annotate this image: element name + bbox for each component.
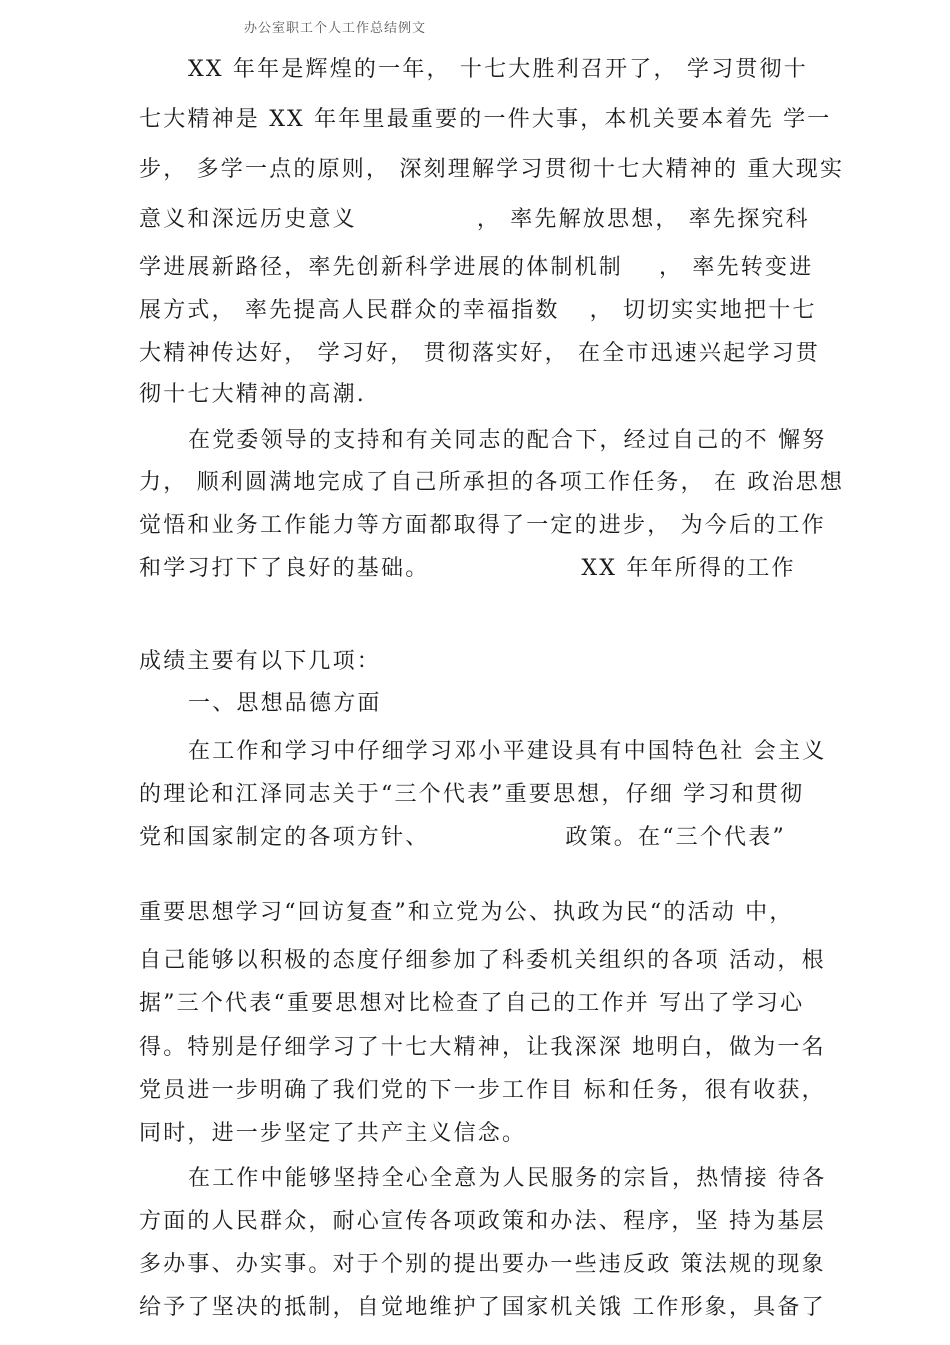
text-segment: ， 率先解放思想， 率先探究科 bbox=[476, 207, 810, 232]
text-line: 在工作和学习中仔细学习邓小平建设具有中国特色社 会主义 bbox=[188, 739, 827, 764]
text-line: 重要思想学习“回访复查”和立党为公、执政为民“的活动 中， bbox=[139, 900, 794, 925]
text-line: 在工作中能够坚持全心全意为人民服务的宗旨，热情接 待各 bbox=[188, 1166, 827, 1191]
text-line bbox=[139, 556, 796, 582]
text-line: 七大精神是 XX 年年里最重要的一件大事，本机关要本着先 学一 bbox=[139, 107, 832, 132]
text-segment: 学进展新路径，率先创新科学进展的体制机制 bbox=[139, 255, 624, 280]
text-line: 自己能够以积极的态度仔细参加了科委机关组织的各项 活动，根 bbox=[139, 948, 826, 973]
text-line: 给予了坚决的抵制，自觉地维护了国家机关饿 工作形象，具备了 bbox=[139, 1295, 826, 1320]
text-line: 党员进一步明确了我们党的下一步工作目 标和任务，很有收获， bbox=[139, 1078, 826, 1103]
text-segment: 政策。在“三个代表” bbox=[565, 825, 786, 850]
text-segment: 意义和深远历史意义 bbox=[139, 207, 357, 232]
text-line bbox=[139, 255, 813, 281]
text-segment: 和学习打下了良好的基础。 bbox=[139, 556, 430, 581]
text-line: 力， 顺利圆满地完成了自己所承担的各项工作任务， 在 政治思想 bbox=[139, 470, 845, 495]
text-line bbox=[139, 825, 786, 851]
text-line: 步， 多学一点的原则， 深刻理解学习贯彻十七大精神的 重大现实 bbox=[139, 157, 845, 182]
text-segment: ， 切切实实地把十七 bbox=[589, 298, 817, 323]
section-heading: 一、思想品德方面 bbox=[188, 691, 382, 716]
text-segment: XX 年年所得的工作 bbox=[581, 556, 796, 581]
text-line: 同时，进一步坚定了共产主义信念。 bbox=[139, 1121, 527, 1146]
text-line: XX 年年是辉煌的一年， 十七大胜利召开了， 学习贯彻十 bbox=[188, 57, 808, 82]
text-line: 觉悟和业务工作能力等方面都取得了一定的进步， 为今后的工作 bbox=[139, 513, 826, 538]
page-header: 办公室职工个人工作总结例文 bbox=[244, 21, 427, 36]
text-segment: 党和国家制定的各项方针、 bbox=[139, 825, 430, 850]
text-line bbox=[139, 298, 817, 324]
text-segment: 展方式， 率先提高人民群众的幸福指数 bbox=[139, 298, 560, 323]
text-line: 得。特别是仔细学习了十七大精神，让我深深 地明白，做为一名 bbox=[139, 1035, 826, 1060]
text-line bbox=[139, 207, 810, 233]
text-line: 成绩主要有以下几项： bbox=[139, 649, 382, 674]
text-line: 的理论和江泽同志关于“三个代表”重要思想，仔细 学习和贯彻 bbox=[139, 782, 805, 807]
text-line: 大精神传达好， 学习好， 贯彻落实好， 在全市迅速兴起学习贯 bbox=[139, 341, 820, 366]
text-line: 方面的人民群众，耐心宣传各项政策和办法、程序，坚 持为基层 bbox=[139, 1209, 826, 1234]
text-line: 在党委领导的支持和有关同志的配合下，经过自己的不 懈努 bbox=[188, 428, 827, 453]
text-line: 多办事、办实事。对于个别的提出要办一些违反政 策法规的现象 bbox=[139, 1252, 826, 1277]
text-line: 彻十七大精神的高潮. bbox=[139, 382, 366, 407]
text-segment: ， 率先转变进 bbox=[659, 255, 814, 280]
text-line: 据”三个代表“重要思想对比检查了自己的工作并 写出了学习心 bbox=[139, 991, 805, 1016]
